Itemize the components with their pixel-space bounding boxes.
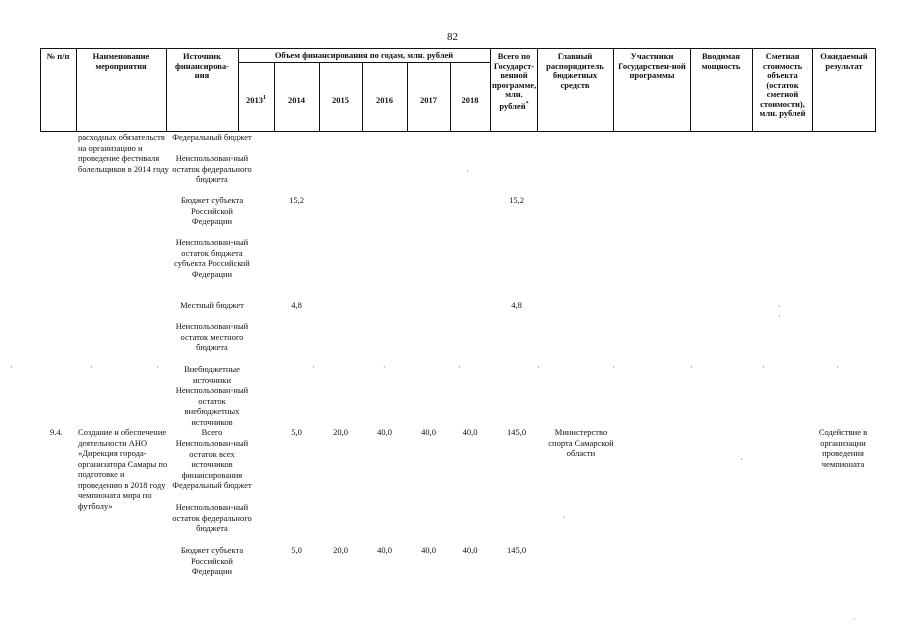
col-border — [690, 48, 691, 132]
row1-source-federal: Федеральный бюджет — [172, 132, 252, 142]
row1-source-federal-remainder: Неиспользован-ный остаток федерального бюджета — [172, 153, 252, 184]
scan-speckle: · — [466, 167, 469, 176]
row2-regional-2018: 40,0 — [462, 545, 478, 555]
row2-all-2016: 40,0 — [377, 427, 392, 437]
row2-source-all-remainder: Неиспользован-ный остаток всех источников финансирования — [175, 438, 249, 480]
footnote-mark: * — [525, 100, 529, 107]
col-border — [752, 48, 753, 132]
scan-speckle: · — [762, 363, 765, 372]
header-no: № п/п — [46, 51, 70, 61]
col-border — [613, 48, 614, 132]
col-border — [875, 48, 876, 132]
scan-speckle: · — [778, 302, 781, 311]
row2-manager: Министерство спорта Самарской области — [548, 427, 614, 458]
row2-regional-total: 145,0 — [506, 545, 527, 555]
header-year-2017: 2017 — [420, 95, 437, 105]
row2-regional-2016: 40,0 — [377, 545, 392, 555]
col-border — [76, 48, 77, 132]
row2-name: Создание и обеспечение деятельности АНО «Дирекция города-организатора Самары по подготовке и проведению в 2018 году чемпионата мира по футболу» — [78, 427, 168, 511]
scan-speckle: · — [778, 312, 781, 321]
row1-regional-2014: 15,2 — [289, 195, 304, 205]
row1-local-total: 4,8 — [511, 300, 522, 310]
row1-name: расходных обязательств на организацию и проведение фестиваля болельщиков в 2014 году — [78, 132, 169, 174]
row2-source-regional: Бюджет субъекта Российской Федерации — [180, 545, 244, 576]
scan-speckle: · — [312, 363, 315, 372]
header-capacity: Вводимая мощность — [701, 51, 741, 71]
header-cost: Сметная стоимость объекта (остаток сметной стоимости), млн. рублей — [759, 51, 806, 118]
header-year-2016: 2016 — [376, 95, 393, 105]
scan-speckle: · — [836, 363, 839, 372]
col-border — [812, 48, 813, 132]
row2-result: Содействие в организации проведения чемпионата — [818, 427, 868, 469]
scan-speckle: · — [853, 615, 856, 624]
header-name: Наименование мероприятия — [92, 51, 150, 71]
scan-speckle: · — [90, 363, 93, 372]
row1-source-extrabudget-remainder: Неиспользован-ный остаток внебюджетных источников — [175, 385, 249, 427]
row2-regional-2014: 5,0 — [291, 545, 302, 555]
row2-source-federal-remainder: Неиспользован-ный остаток федерального бюджета — [172, 502, 252, 533]
header-year-2018: 2018 — [461, 95, 479, 105]
row1-regional-total: 15,2 — [509, 195, 524, 205]
row1-source-regional: Бюджет субъекта Российской Федерации — [180, 195, 244, 226]
row1-local-2014: 4,8 — [291, 300, 302, 310]
row1-source-local-remainder: Неиспользован-ный остаток местного бюджета — [175, 321, 249, 352]
header-manager: Главный распорядитель бюджетных средств — [546, 51, 604, 90]
header-source: Источник финансирова-ния — [175, 51, 229, 80]
row2-source-all: Всего — [201, 427, 223, 437]
row2-all-2015: 20,0 — [333, 427, 348, 437]
row2-regional-2017: 40,0 — [421, 545, 436, 555]
header-year-2014: 2014 — [288, 95, 305, 105]
row2-all-2014: 5,0 — [291, 427, 302, 437]
row2-source-federal: Федеральный бюджет — [172, 480, 252, 490]
scan-speckle: · — [740, 455, 743, 464]
header-year-2013: 2013$^1$ — [246, 95, 266, 105]
page-number: 82 — [447, 31, 458, 43]
header-total: Всего по Государст-венной программе, млн. рублей* — [492, 51, 537, 111]
header-participants: Участники Государствен-ной программы — [618, 51, 686, 80]
scan-speckle: · — [458, 363, 461, 372]
header-year-2015: 2015 — [332, 95, 349, 105]
scan-speckle: · — [612, 363, 615, 372]
col-border — [238, 48, 239, 132]
row2-all-total: 145,0 — [506, 427, 527, 437]
footnote-mark: 1 — [263, 95, 266, 102]
scan-speckle: · — [537, 363, 540, 372]
header-funding: Объем финансирования по годам, млн. рублей — [274, 50, 454, 60]
scan-speckle: · — [563, 513, 566, 522]
col-border — [40, 48, 41, 132]
row1-source-local: Местный бюджет — [180, 300, 244, 310]
row2-number: 9.4. — [50, 427, 63, 437]
row2-all-2017: 40,0 — [421, 427, 436, 437]
col-border — [490, 48, 491, 132]
scan-speckle: · — [156, 363, 159, 372]
funding-subheader-border — [238, 62, 490, 63]
col-border — [537, 48, 538, 132]
row1-source-extrabudget: Внебюджетные источники — [184, 364, 240, 385]
row2-regional-2015: 20,0 — [333, 545, 348, 555]
table-header — [40, 48, 876, 132]
scan-speckle: · — [690, 363, 693, 372]
scan-speckle: · — [10, 363, 13, 372]
row1-source-regional-remainder: Неиспользован-ный остаток бюджета субъекта Российской Федерации — [174, 237, 250, 279]
row2-all-2018: 40,0 — [462, 427, 478, 437]
header-result: Ожидаемый результат — [820, 51, 868, 71]
col-border — [166, 48, 167, 132]
scan-speckle: · — [383, 363, 386, 372]
